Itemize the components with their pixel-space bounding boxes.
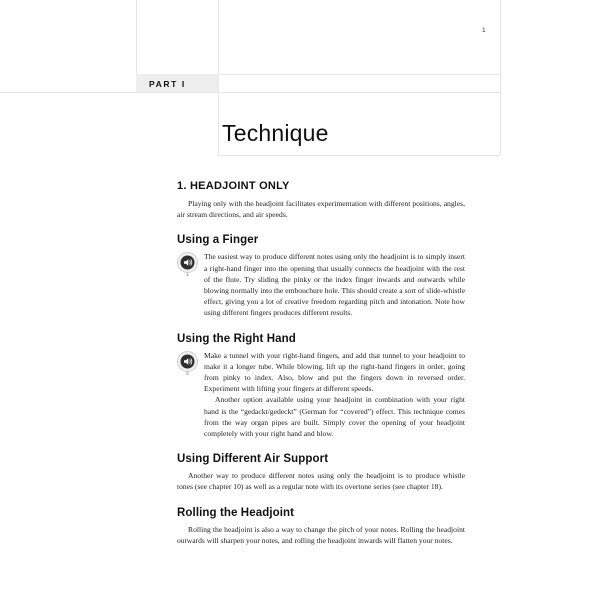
part-label: PART I <box>149 79 186 89</box>
paragraph-block-with-audio <box>177 251 465 318</box>
paragraph: Playing only with the headjoint facilitates experimentation with different positions, angles, air stream directions, and air speeds. <box>177 199 465 220</box>
layout-rule-horizontal-title <box>218 155 500 156</box>
paragraph: Another option available using your headjoint in combination with your right hand is the “gedackt/gedeckt” (German for “covered”) effect. This technique comes from the way organ pipes are built. Simply cover the opening of your headjoint completely with your right hand and blow. <box>204 395 465 439</box>
audio-track-icon[interactable] <box>177 252 198 278</box>
layout-rule-vertical-title <box>218 92 219 155</box>
audio-track-icon[interactable] <box>177 351 198 376</box>
subsection-heading-using-the-right-hand: Using the Right Hand <box>177 332 296 345</box>
audio-track-number: 1 <box>186 272 189 278</box>
paragraph: Rolling the headjoint is also a way to change the pitch of your notes. Rolling the headjoint outwards will sharpen your notes, and rolling the headjoint inwards will flatten your notes. <box>177 524 465 545</box>
chapter-title: Technique <box>222 120 329 146</box>
layout-rule-vertical-mid <box>218 0 219 92</box>
paragraph: Make a tunnel with your right-hand fingers, and add that tunnel to your headjoint to make it a longer tube. While blowing, lift up the right-hand fingers in order, going from pinky to index. Also, blow and put the fingers down in reversed order. Experiment with lifting your fingers at different speeds. <box>204 350 465 394</box>
subsection-heading-using-different-air-support: Using Different Air Support <box>177 453 329 466</box>
paragraph: Another way to produce different notes using only the headjoint is to produce whistle tones (see chapter 10) as well as a regular note with its overtone series (see chapter 18). <box>177 471 465 492</box>
paragraph-block-with-audio <box>177 350 465 440</box>
body-column <box>177 180 465 546</box>
layout-rule-horizontal-band-bottom <box>0 92 500 93</box>
page-number: 1 <box>482 27 486 34</box>
section-heading-headjoint-only: 1. HEADJOINT ONLY <box>177 180 290 192</box>
layout-rule-vertical-right <box>500 0 501 155</box>
audio-track-number: 2 <box>186 370 189 376</box>
subsection-heading-using-a-finger: Using a Finger <box>177 234 259 247</box>
paragraph: The easiest way to produce different notes using only the headjoint is to simply insert a right-hand finger into the opening that usually connects the headjoint with the rest of the flute. Try sliding the pinky or the index finger inwards and outwards while blowing normally into the embouchure hole. This should create a sort of slide-whistle effect, giving you a lot of creative freedom regarding pitch and intonation. Note how using different fingers produces different results. <box>204 252 465 318</box>
subsection-heading-rolling-the-headjoint: Rolling the Headjoint <box>177 506 295 519</box>
